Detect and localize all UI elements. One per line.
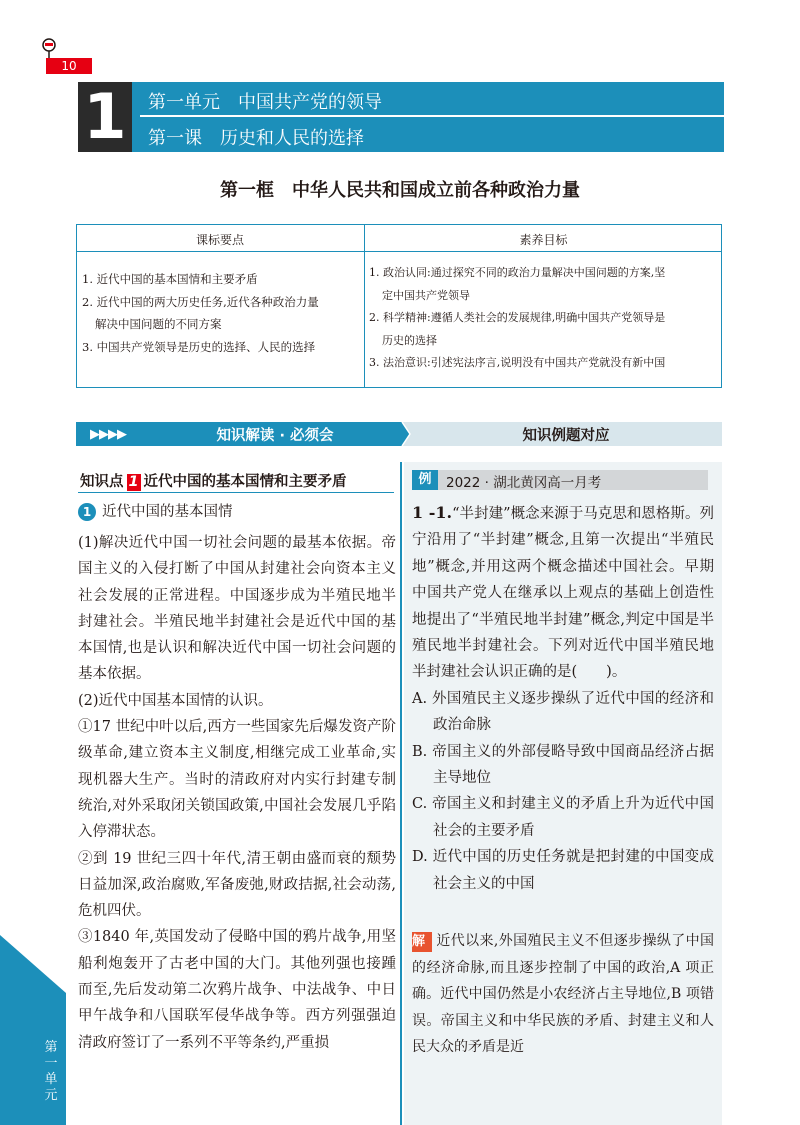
literacy-item-continued: 定中国共产党领导 [382, 288, 470, 302]
option-b: B. 帝国主义的外部侵略导致中国商品经济占据主导地位 [412, 743, 714, 787]
option-a: A. 外国殖民主义逐步操纵了近代中国的经济和政治命脉 [412, 690, 714, 734]
unit-title: 第一单元 中国共产党的领导 [148, 92, 382, 113]
knowledge-point-text: 近代中国的基本国情和主要矛盾 [143, 474, 347, 490]
paragraph: ③1840 年,英国发动了侵略中国的鸦片战争,用坚船利炮轰开了古老中国的大门。其他列强也接踵而至,先后发动第二次鸦片战争、中法战争、中日甲午战争和八国联军侵华战争等。西方列强强迫清政府签订了一系列不平等条约,严重损 [78, 929, 396, 1051]
knowledge-point-title [80, 470, 347, 491]
answer-text: 近代以来,外国殖民主义不但逐步操纵了中国的经济命脉,而且逐步控制了中国的政治,A 项正确。近代中国仍然是小农经济占主导地位,B 项错误。帝国主义和中华民族的矛盾、封建主义和人民大众的矛盾是近 [412, 933, 714, 1055]
knowledge-point-underline [78, 492, 394, 493]
paragraph: ②到 19 世纪三四十年代,清王朝由盛而衰的颓势日益加深,政治腐败,军备废弛,财政拮据,社会动荡,危机四伏。 [78, 850, 396, 920]
option-d: D. 近代中国的历史任务就是把封建的中国变成社会主义的中国 [412, 849, 714, 892]
literacy-item: 2. 科学精神:遵循人类社会的发展规律,明确中国共产党领导是 [369, 311, 666, 324]
objectives-left-header: 课标要点 [195, 233, 244, 247]
subsection-title [78, 500, 233, 521]
subsection-number-icon: 1 [78, 503, 96, 521]
literacy-item-continued: 历史的选择 [382, 333, 437, 347]
side-unit-label: 第一单元 [44, 1040, 58, 1103]
page-number: 10 [46, 58, 92, 74]
example-source: 2022 · 湖北黄冈高一月考 [446, 475, 602, 491]
objectives-right-list [369, 262, 721, 375]
answer-badge: 解 [412, 932, 432, 952]
frame-title: 第一框 中华人民共和国成立前各种政治力量 [220, 180, 580, 201]
left-body-text [78, 530, 396, 1056]
answer-explanation [412, 928, 714, 1061]
objective-item-continued: 解决中国问题的不同方案 [95, 317, 222, 331]
knowledge-point-label: 知识点 [80, 474, 124, 490]
paragraph: (2)近代中国基本国情的认识。 [78, 692, 273, 709]
knowledge-point-number: 1 [128, 474, 139, 490]
subsection-text: 近代中国的基本国情 [102, 504, 233, 520]
example-question [412, 500, 714, 897]
objective-item: 2. 近代中国的两大历史任务,近代各种政治力量 [82, 294, 319, 309]
unit-number: 1 [78, 82, 132, 152]
question-stem: 1 -1.“半封建”概念来源于马克思和恩格斯。列宁沿用了“半封建”概念,且第一次提出“半殖民地”概念,并用这两个概念描述中国社会。早期中国共产党人在继承以上观点的基础上创造性地提出了“半殖民地半封建”概念,判定中国是半殖民地半封建社会。下列对近代中国半殖民地半封建社会认识正确的是( )。 [412, 503, 715, 681]
arrow-triangles-icon: ▶▶▶▶ [90, 427, 126, 442]
objectives-table-divider [364, 224, 365, 388]
unit-header-divider [140, 115, 724, 117]
objectives-left-list [82, 268, 362, 358]
section-knowledge-reading: 知识解读 · 必须会 [216, 428, 334, 444]
option-c: C. 帝国主义和封建主义的矛盾上升为近代中国社会的主要矛盾 [412, 796, 714, 839]
question-number: 1 -1. [412, 503, 453, 522]
objectives-right-header: 素养目标 [519, 233, 568, 247]
section-example-questions: 知识例题对应 [522, 428, 610, 444]
lesson-title: 第一课 历史和人民的选择 [148, 128, 364, 149]
literacy-item: 1. 政治认同:通过探究不同的政治力量解决中国问题的方案,坚 [369, 266, 666, 279]
paragraph: (1)解决近代中国一切社会问题的最基本依据。帝国主义的入侵打断了中国从封建社会向资本主义社会发展的正常进程。中国逐步成为半殖民地半封建社会。半殖民地半封建社会是近代中国的基本国情,也是认识和解决近代中国一切社会问题的基本依据。 [78, 535, 396, 683]
objective-item: 1. 近代中国的基本国情和主要矛盾 [82, 272, 258, 286]
objective-item: 3. 中国共产党领导是历史的选择、人民的选择 [82, 339, 316, 354]
column-divider [400, 462, 402, 1125]
literacy-item: 3. 法治意识:引述宪法序言,说明没有中国共产党就没有新中国 [369, 356, 666, 369]
example-badge: 例 [412, 470, 438, 490]
paragraph: ①17 世纪中叶以后,西方一些国家先后爆发资产阶级革命,建立资本主义制度,相继完成工业革命,实现机器大生产。当时的清政府对内实行封建专制统治,对外采取闭关锁国政策,中国社会发展几乎陷入停滞状态。 [78, 719, 396, 841]
